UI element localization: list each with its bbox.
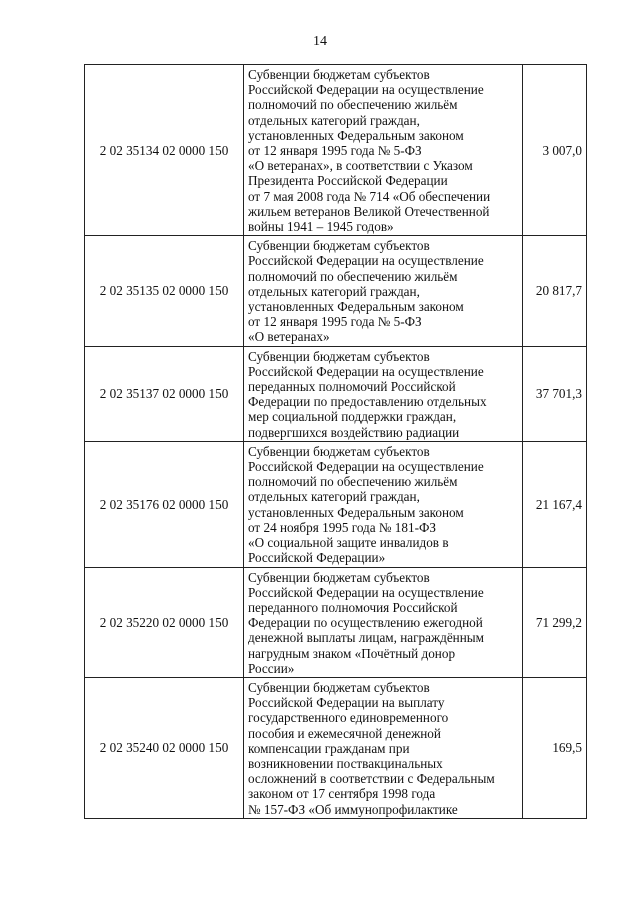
description-line: установленных Федеральным законом — [248, 504, 464, 520]
description-line: возникновении поствакцинальных — [248, 755, 443, 771]
budget-table — [84, 64, 587, 819]
description-cell — [244, 677, 523, 818]
budget-code-cell: 2 02 35240 02 0000 150 — [85, 677, 244, 818]
description-line: подвергшихся воздействию радиации — [248, 424, 460, 440]
description-line: Субвенции бюджетам субъектов — [248, 238, 430, 254]
amount-cell: 169,5 — [523, 677, 587, 818]
budget-code-cell: 2 02 35176 02 0000 150 — [85, 441, 244, 567]
description-line: жильем ветеранов Великой Отечественной — [248, 203, 490, 219]
budget-code-cell: 2 02 35135 02 0000 150 — [85, 236, 244, 346]
description-line: осложнений в соответствии с Федеральным — [248, 771, 495, 787]
description-line: Российской Федерации на осуществление — [248, 82, 484, 98]
description-line: № 157-ФЗ «Об иммунопрофилактике — [248, 801, 458, 817]
description-line: России» — [248, 660, 295, 676]
description-line: отдельных категорий граждан, — [248, 112, 420, 128]
description-line: нагрудным знаком «Почётный донор — [248, 645, 456, 661]
description-line: переданного полномочия Российской — [248, 599, 458, 615]
description-line: полномочий по обеспечению жильём — [248, 474, 458, 490]
budget-code-cell: 2 02 35220 02 0000 150 — [85, 567, 244, 677]
description-line: Федерации по предоставлению отдельных — [248, 394, 487, 410]
description-line: пособия и ежемесячной денежной — [248, 725, 441, 741]
description-line: Российской Федерации на осуществление — [248, 584, 484, 600]
description-line: Российской Федерации на осуществление — [248, 363, 484, 379]
description-cell — [244, 236, 523, 346]
description-line: Субвенции бюджетам субъектов — [248, 569, 430, 585]
description-line: отдельных категорий граждан, — [248, 283, 420, 299]
table-body — [85, 65, 587, 819]
description-line: Российской Федерации» — [248, 550, 386, 566]
description-line: Субвенции бюджетам субъектов — [248, 443, 430, 459]
description-line: мер социальной поддержки граждан, — [248, 409, 457, 425]
table-row — [85, 441, 587, 567]
description-line: от 7 мая 2008 года № 714 «Об обеспечении — [248, 188, 491, 204]
description-cell — [244, 441, 523, 567]
description-line: от 24 ноября 1995 года № 181-ФЗ — [248, 519, 436, 535]
description-line: Федерации по осуществлению ежегодной — [248, 615, 483, 631]
description-line: денежной выплаты лицам, награждённым — [248, 630, 484, 646]
table-row — [85, 567, 587, 677]
description-line: установленных Федеральным законом — [248, 127, 464, 143]
description-line: отдельных категорий граждан, — [248, 489, 420, 505]
description-line: войны 1941 – 1945 годов» — [248, 219, 394, 235]
description-line: Субвенции бюджетам субъектов — [248, 67, 430, 82]
description-cell — [244, 65, 523, 236]
table-row — [85, 65, 587, 236]
amount-cell: 37 701,3 — [523, 346, 587, 441]
description-line: Российской Федерации на выплату — [248, 695, 445, 711]
description-line: «О социальной защите инвалидов в — [248, 535, 449, 551]
description-line: «О ветеранах» — [248, 329, 330, 345]
budget-code-cell: 2 02 35134 02 0000 150 — [85, 65, 244, 236]
table-row — [85, 346, 587, 441]
description-line: Субвенции бюджетам субъектов — [248, 679, 430, 695]
description-line: переданных полномочий Российской — [248, 379, 456, 395]
description-cell — [244, 346, 523, 441]
description-line: установленных Федеральным законом — [248, 299, 464, 315]
description-line: законом от 17 сентября 1998 года — [248, 786, 436, 802]
page-number: 14 — [313, 34, 327, 49]
description-line: от 12 января 1995 года № 5-ФЗ — [248, 314, 422, 330]
description-line: компенсации гражданам при — [248, 740, 410, 756]
description-line: полномочий по обеспечению жильём — [248, 268, 458, 284]
amount-cell: 3 007,0 — [523, 65, 587, 236]
amount-cell: 20 817,7 — [523, 236, 587, 346]
description-line: «О ветеранах», в соответствии с Указом — [248, 158, 473, 174]
description-line: Российской Федерации на осуществление — [248, 459, 484, 475]
description-cell — [244, 567, 523, 677]
description-line: Российской Федерации на осуществление — [248, 253, 484, 269]
description-line: Субвенции бюджетам субъектов — [248, 348, 430, 364]
description-line: от 12 января 1995 года № 5-ФЗ — [248, 143, 422, 159]
description-line: Президента Российской Федерации — [248, 173, 448, 189]
description-line: государственного единовременного — [248, 710, 449, 726]
table-row — [85, 677, 587, 818]
description-line: полномочий по обеспечению жильём — [248, 97, 458, 113]
amount-cell: 71 299,2 — [523, 567, 587, 677]
amount-cell: 21 167,4 — [523, 441, 587, 567]
table-row — [85, 236, 587, 346]
budget-code-cell: 2 02 35137 02 0000 150 — [85, 346, 244, 441]
